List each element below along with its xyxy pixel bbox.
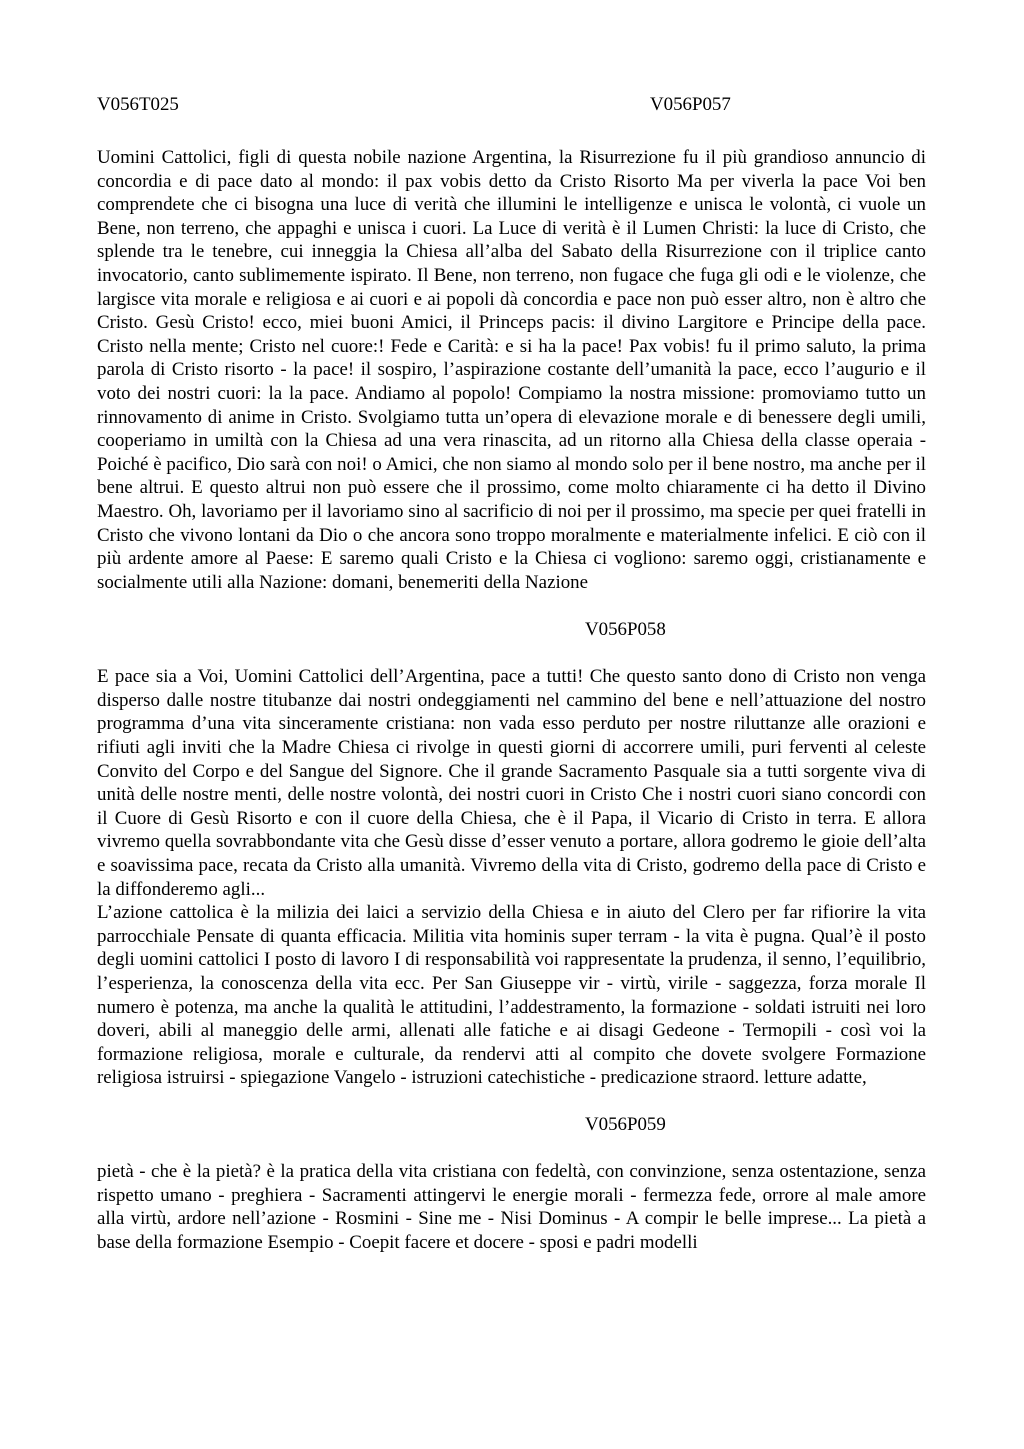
document-code: V056T025	[97, 94, 179, 115]
page-mark-057: V056P057	[650, 94, 731, 115]
paragraph-p057-1: Uomini Cattolici, figli di questa nobile nazione Argentina, la Risurrezione fu il più grandioso annuncio di concordia e di pace dato al mondo: il pax vobis detto da Cristo Risorto Ma per viverla la pace Voi ben comprendete che ci bisogna una luce di verità che illumini le intelligenze e unisca le volontà, ci vuole un Bene, non terreno, che appaghi e unisca i cuori. La Luce di verità è il Lumen Christi: la luce di Cristo, che splende tra le tenebre, cui inneggia la Chiesa all’alba del Sabato della Risurrezione con il triplice canto invocatorio, canto sublimemente ispirato. Il Bene, non terreno, non fugace che fuga gli odi e le violenze, che largisce vita morale e religiosa e ai cuori e ai popoli dà concordia e pace non può esser altro, non è altro che Cristo. Gesù Cristo! ecco, miei buoni Amici, il Princeps pacis: il divino Largitore e Principe della pace. Cristo nella mente; Cristo nel cuore:! Fede e Carità: e si ha la pace! Pax vobis! fu il primo saluto, la prima parola di Cristo risorto - la pace! il sospiro, l’aspirazione costante dell’umanità la pace, ecco l’augurio e il voto dei nostri cuori: la la pace. Andiamo al popolo! Compiamo la nostra missione: promoviamo tutto un rinnovamento di anime in Cristo. Svolgiamo tutta un’opera di elevazione morale e di benessere degli umili, cooperiamo in umiltà con la Chiesa ad una vera rinascita, ad un ritorno alla Chiesa della classe operaia - Poiché è pacifico, Dio sarà con noi! o Amici, che non siamo al mondo solo per il bene nostro, ma anche per il bene altrui. E questo altrui non può essere che il prossimo, come molto chiaramente ci ha detto il Divino Maestro. Oh, lavoriamo per il lavoriamo sino al sacrificio di noi per il prossimo, ma specie per quei fratelli in Cristo che vivono lontani da Dio o che ancora sono troppo moralmente e materialmente infelici. E ciò con il più ardente amore al Paese: E saremo quali Cristo e la Chiesa ci vogliono: saremo oggi, cristianamente e socialmente utili alla Nazione: domani, benemeriti della Nazione	[97, 147, 926, 593]
paragraph-p058-1: E pace sia a Voi, Uomini Cattolici dell’Argentina, pace a tutti! Che questo santo dono di Cristo non venga disperso dalle nostre titubanze dai nostri ondeggiamenti nel cammino del bene e nell’attuazione del nostro programma d’una vita sinceramente cristiana: non vada esso perduto per nostre riluttanze alle orazioni e rifiuti agli inviti che la Madre Chiesa ci rivolge in questi giorni di accorrere umili, puri ferventi al celeste Convito del Corpo e del Sangue del Signore. Che il grande Sacramento Pasquale sia a tutti sorgente viva di unità delle nostre menti, delle nostre volontà, dei nostri cuori in Cristo Che i nostri cuori siano concordi con il Cuore di Gesù Risorto e con il cuore della Chiesa, che è il Papa, il Vicario di Cristo in terra. E allora vivremo quella sovrabbondante vita che Gesù disse d’esser venuto a portare, allora godremo le gioie dell’alta e soavissima pace, recata da Cristo alla umanità. Vivremo della vita di Cristo, godremo della pace di Cristo e la diffonderemo agli...	[97, 666, 926, 900]
paragraph-p059-1: pietà - che è la pietà? è la pratica della vita cristiana con fedeltà, con convinzione, senza ostentazione, senza rispetto umano - preghiera - Sacramenti attingervi le energie morali - fermezza fede, orrore al male amore alla virtù, ardore nell’azione - Rosmini - Sine me - Nisi Dominus - A compir le belle imprese... La pietà a base della formazione Esempio - Coepit facere et docere - sposi e padri modelli	[97, 1160, 926, 1253]
page-mark-059: V056P059	[585, 1113, 666, 1135]
page-header	[97, 93, 926, 117]
page-mark-058: V056P058	[585, 619, 666, 641]
paragraph-p058-2: L’azione cattolica è la milizia dei laici a servizio della Chiesa e in aiuto del Clero per far rifiorire la vita parrocchiale Pensate di quanta efficacia. Militia vita hominis super terram - la vita è pugna. Qual’è il posto degli uomini cattolici I posto di lavoro I di responsabilità voi rappresentate la prudenza, il senno, l’equilibrio, l’esperienza, la conoscenza della vita ecc. Per San Giuseppe vir - virtù, virile - saggezza, forza morale Il numero è potenza, ma anche la qualità le attitudini, l’addestramento, la formazione - soldati istruiti nei loro doveri, abili al maneggio delle armi, allenati alle fatiche e ai disagi Gedeone - Termopili - così voi la formazione religiosa, morale e culturale, da rendervi atti al compito che dovete svolgere Formazione religiosa istruirsi - spiegazione Vangelo - istruzioni catechistiche - predicazione straord. letture adatte,	[97, 902, 926, 1089]
document-page	[97, 93, 926, 1254]
